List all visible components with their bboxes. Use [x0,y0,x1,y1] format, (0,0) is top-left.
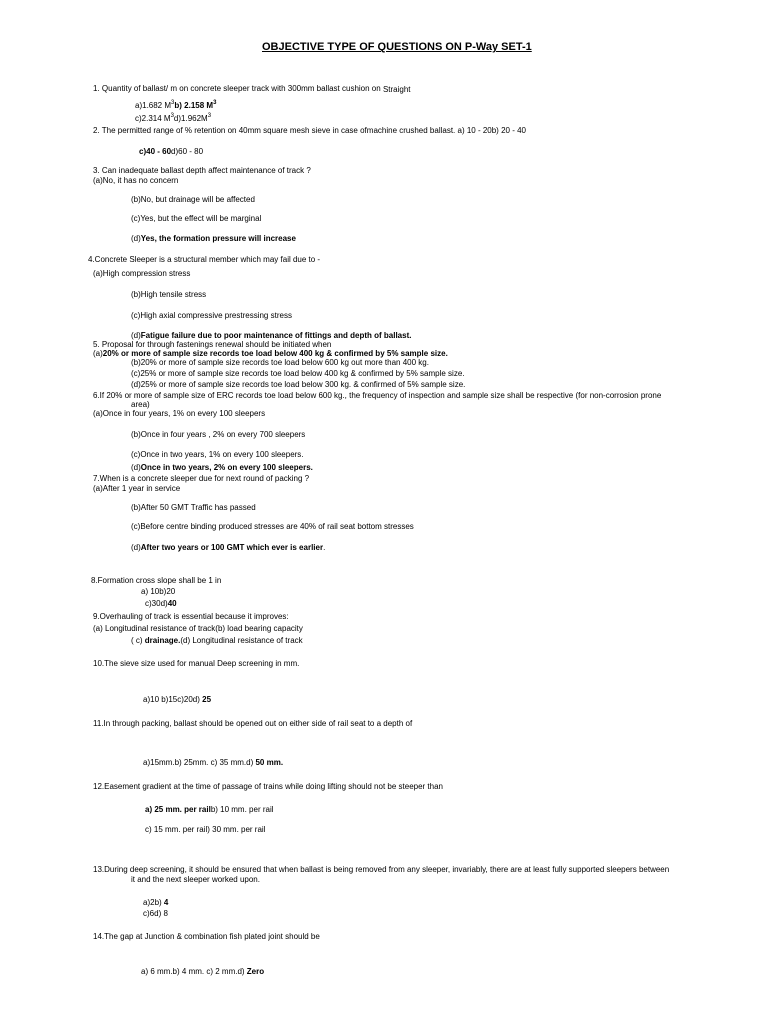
option-c: c)2.314 M [135,114,171,123]
question-9-options-cd [131,636,303,646]
option-prefix: (d) [131,331,141,340]
option-b: (b)After 50 GMT Traffic has passed [131,503,256,512]
option-a: (a)Once in four years, 1% on every 100 sleepers [93,409,266,418]
option-d-answer: Once in two years, 2% on every 100 sleepers. [140,463,313,472]
options-text: a)15mm.b) 25mm. c) 35 mm.d) [143,758,256,767]
option-c: c)30d) [145,599,168,608]
question-1-options-ab [135,101,216,111]
option-d-answer: 40 [167,599,177,608]
option-b: (b)High tensile stress [131,290,207,299]
question-3-text: 3. Can inadequate ballast depth affect maintenance of track ? [93,166,311,175]
answer: 50 mm. [255,758,284,767]
question-13-options-cd: c)6d) 8 [143,909,168,918]
option-b: b) 10 mm. per rail [210,805,274,814]
question-14-text: 14.The gap at Junction & combination fish plated joint should be [93,932,320,941]
question-4-text: 4.Concrete Sleeper is a structural member which may fail due to - [88,255,321,264]
question-2-text: 2. The permitted range of % retention on 40mm square mesh sieve in case ofmachine crushed ballast. a) 10 - 20b) 20 - 40 [93,126,526,135]
option-b: (b)20% or more of sample size records toe load below 600 kg out more than 400 kg. [131,358,429,367]
option-b: (b)No, but drainage will be affected [131,195,255,204]
option-d [131,234,296,244]
question-13-text: 13.During deep screening, it should be ensured that when ballast is being removed from any sleeper, invariably, there are at least fully supported sleepers between [93,865,670,874]
question-11-options [143,758,283,768]
options-text: a)10 b)15c)20d) [143,695,203,704]
question-7-text: 7.When is a concrete sleeper due for next round of packing ? [93,474,310,483]
option-b-answer: 4 [163,898,169,907]
page-title: OBJECTIVE TYPE OF QUESTIONS ON P-Way SET-1 [262,41,532,53]
question-12-text: 12.Easement gradient at the time of passage of trains while doing lifting should not be steeper than [93,782,443,791]
question-9-options-ab: (a) Longitudinal resistance of track(b) load bearing capacity [93,624,303,633]
superscript: 3 [171,100,175,106]
option-prefix: (d) [131,234,141,243]
answer: 25 [202,695,212,704]
option-prefix: (a) [93,349,103,358]
question-14-options [141,967,264,977]
option-a: a)1.682 M [135,101,172,110]
option-d: (d)25% or more of sample size records toe load below 300 kg. & confirmed of 5% sample size. [131,380,466,389]
options-text: a) 6 mm.b) 4 mm. c) 2 mm.d) [141,967,247,976]
option-c: (c)High axial compressive prestressing stress [131,311,292,320]
option-c: (c)Before centre binding produced stresses are 40% of rail seat bottom stresses [131,522,414,531]
question-2-options-cd [139,147,203,157]
question-13-options-ab [143,898,168,908]
option-a: (a)After 1 year in service [93,484,181,493]
option-a: (a)High compression stress [93,269,191,278]
option-c: (c)Once in two years, 1% on every 100 sleepers. [131,450,304,459]
option-c: (c)25% or more of sample size records toe load below 400 kg & confirmed by 5% sample size. [131,369,465,378]
question-8-text: 8.Formation cross slope shall be 1 in [91,576,222,585]
option-prefix: ( c) [131,636,145,645]
superscript: 3 [170,113,174,119]
option-d: (d) Longitudinal resistance of track [180,636,303,645]
question-12-options-cd: c) 15 mm. per rail) 30 mm. per rail [145,825,266,834]
question-13-text-continued: it and the next sleeper worked upon. [131,875,260,884]
question-1-text: 1. Quantity of ballast/ m on concrete sleeper track with 300mm ballast cushion on [93,84,381,93]
question-11-text: 11.In through packing, ballast should be opened out on either side of rail seat to a depth of [93,719,413,728]
question-5-text: 5. Proposal for through fastenings renewal should be initiated when [93,340,332,349]
option-prefix: (d) [131,543,141,552]
option-b-answer: b) 2.158 M [174,101,214,110]
option-d: d)60 - 80 [171,147,204,156]
answer: Zero [246,967,265,976]
question-1 [93,84,411,94]
question-9-text: 9.Overhauling of track is essential because it improves: [93,612,289,621]
superscript: 3 [207,113,212,119]
option-d: d)1.962M [173,114,208,123]
question-6-text-continued: area) [131,400,150,409]
question-10-text: 10.The sieve size used for manual Deep screening in mm. [93,659,300,668]
question-12-options-ab [145,805,274,815]
option-d-answer: Yes, the formation pressure will increase [140,234,296,243]
option-a-answer: 20% or more of sample size records toe load below 400 kg & confirmed by 5% sample size. [102,349,448,358]
option-a-answer: a) 25 mm. per rail [145,805,211,814]
option-c: (c)Yes, but the effect will be marginal [131,214,262,223]
superscript: 3 [213,100,217,106]
option-a: a)2b) [143,898,164,907]
option-prefix: (d) [131,463,141,472]
question-10-options [143,695,211,705]
option-d [131,463,313,473]
option-suffix: . [323,543,326,552]
option-b: (b)Once in four years , 2% on every 700 sleepers [131,430,306,439]
option-c-answer: drainage. [144,636,181,645]
question-8-options-ab: a) 10b)20 [141,587,176,596]
question-1-text-tail: Straight [382,85,411,94]
option-d-answer: Fatigue failure due to poor maintenance of fittings and depth of ballast. [140,331,412,340]
option-a: (a)No, it has no concern [93,176,179,185]
option-d-answer: After two years or 100 GMT which ever is earlier [140,543,324,552]
question-1-options-cd [135,114,211,124]
option-c-answer: c)40 - 60 [139,147,172,156]
question-6-text: 6.If 20% or more of sample size of ERC records toe load below 600 kg., the frequency of inspection and sample size shall be respective (for non-corrosion prone [93,391,662,400]
option-d [131,543,325,553]
question-8-options-cd [145,599,177,609]
